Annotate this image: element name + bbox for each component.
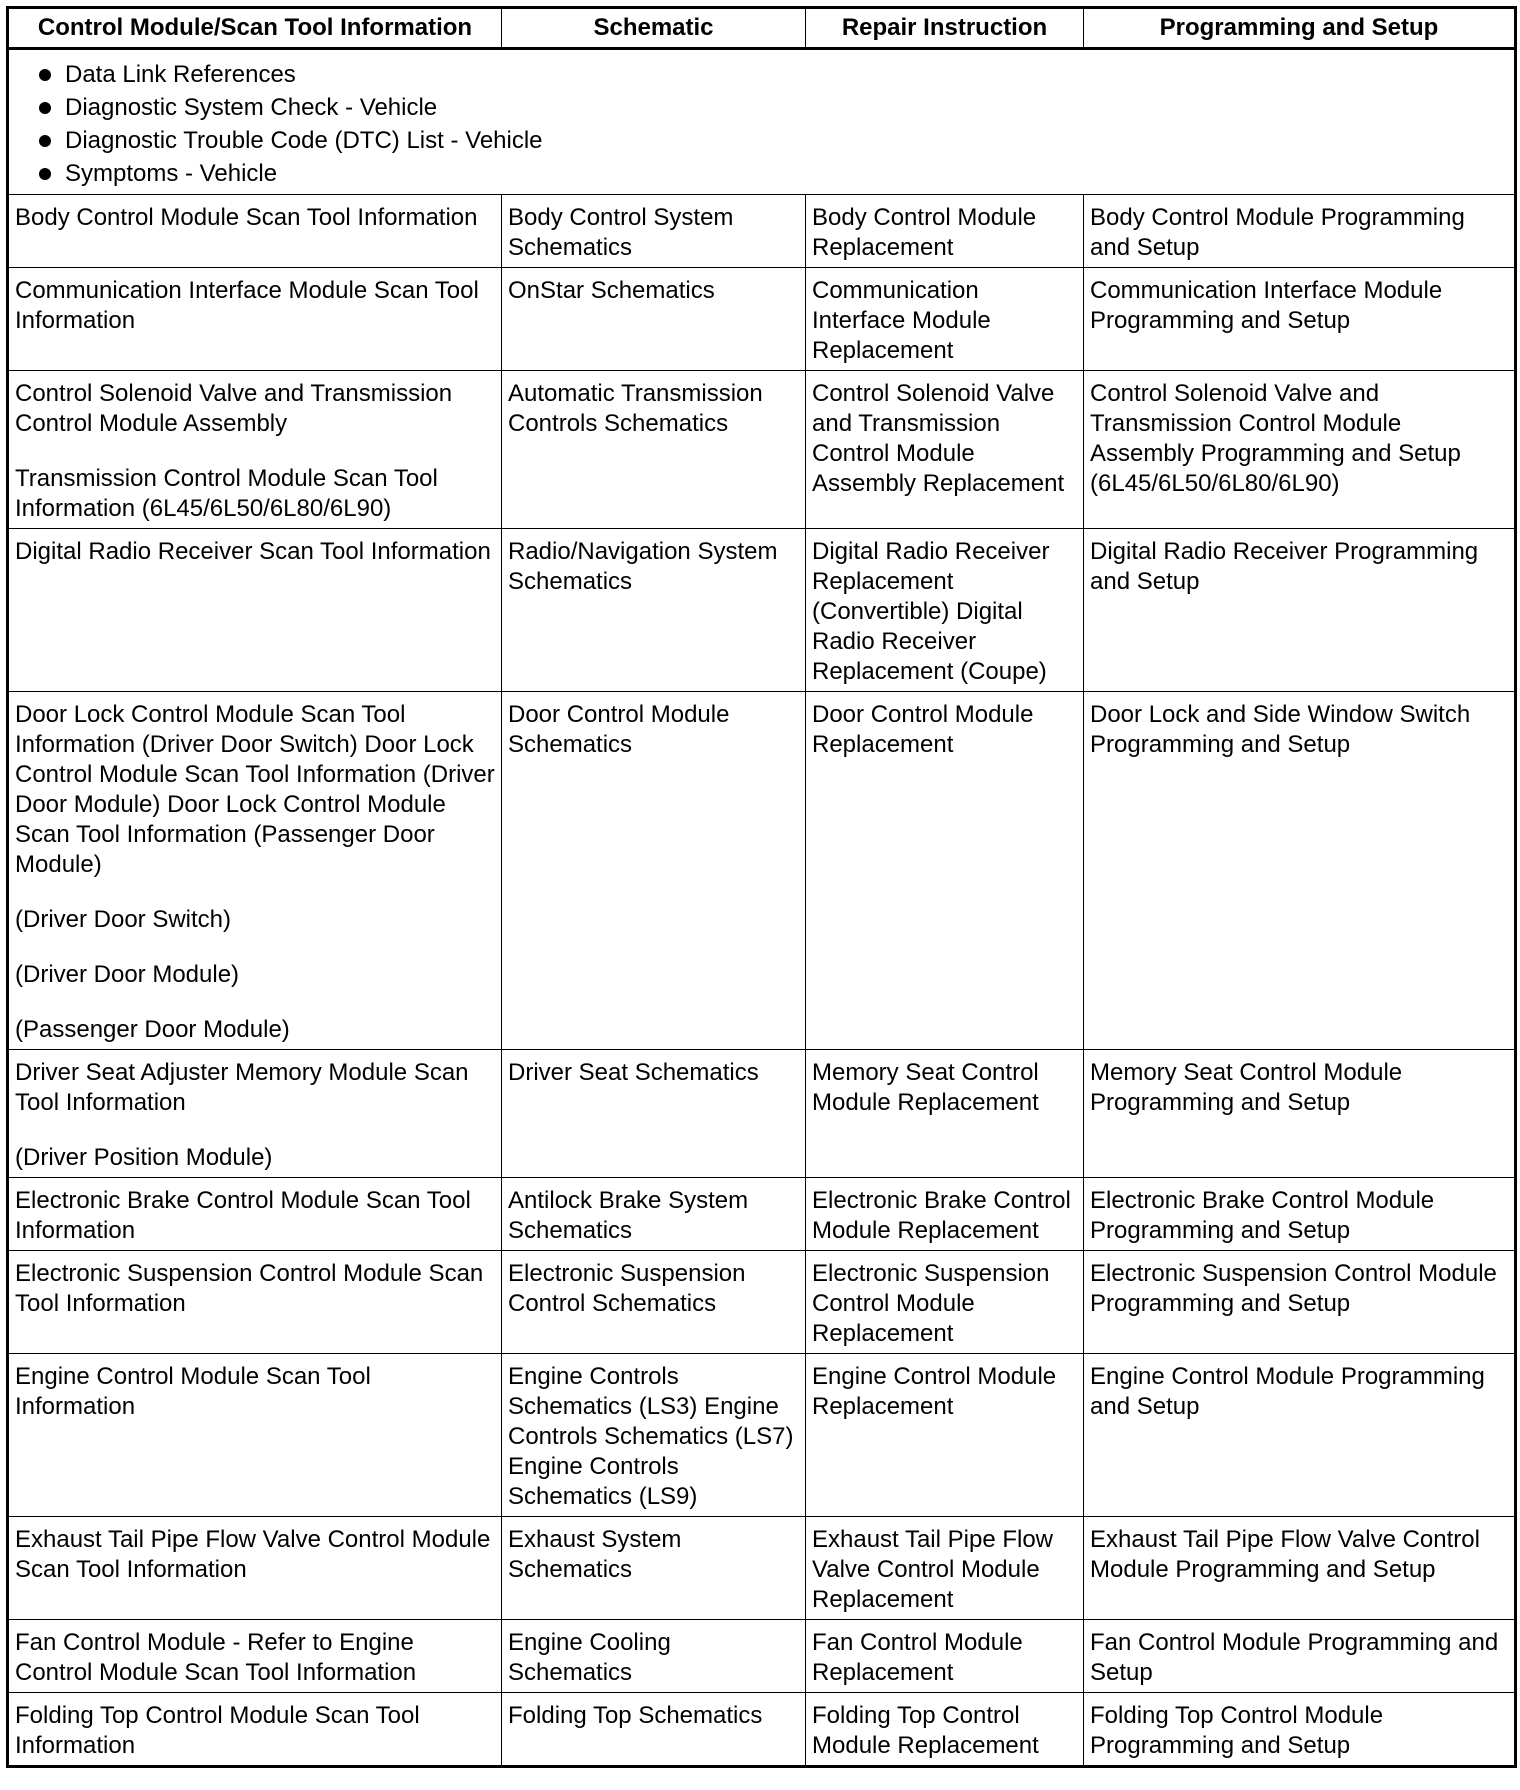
module-cell[interactable] [8,1517,502,1620]
repair-cell[interactable]: Electronic Suspension Control Module Replacement [806,1251,1084,1354]
table-row [8,1693,1516,1767]
module-cell[interactable] [8,1050,502,1178]
module-text: (Passenger Door Module) [15,1016,290,1043]
module-text: Body Control Module Scan Tool Information [15,204,478,231]
module-cell[interactable] [8,268,502,371]
module-text: Communication Interface Module Scan Tool Information [15,277,479,334]
table-row [8,692,1516,1050]
bullet-icon [39,69,51,81]
header-repair-instruction: Repair Instruction [806,8,1084,49]
reference-item[interactable]: Diagnostic System Check - Vehicle [29,91,1508,124]
table-row [8,195,1516,268]
module-text: (Driver Door Switch) [15,906,232,933]
programming-cell[interactable]: Electronic Brake Control Module Programming and Setup [1084,1178,1516,1251]
schematic-cell[interactable]: Automatic Transmission Controls Schematics [502,371,806,529]
reference-item[interactable]: Data Link References [29,58,1508,91]
repair-cell[interactable]: Folding Top Control Module Replacement [806,1693,1084,1767]
reference-list [29,58,1508,190]
bullet-icon [39,135,51,147]
schematic-cell[interactable]: Electronic Suspension Control Schematics [502,1251,806,1354]
programming-cell[interactable]: Exhaust Tail Pipe Flow Valve Control Module Programming and Setup [1084,1517,1516,1620]
table-row [8,1251,1516,1354]
header-control-module: Control Module/Scan Tool Information [8,8,502,49]
module-info-table [6,6,1517,1768]
references-cell [8,49,1516,195]
schematic-cell[interactable]: Engine Cooling Schematics [502,1620,806,1693]
schematic-cell[interactable]: Body Control System Schematics [502,195,806,268]
table-row [8,1050,1516,1178]
bullet-icon [39,102,51,114]
repair-cell[interactable]: Engine Control Module Replacement [806,1354,1084,1517]
repair-cell[interactable]: Electronic Brake Control Module Replacement [806,1178,1084,1251]
schematic-cell[interactable]: Exhaust System Schematics [502,1517,806,1620]
programming-cell[interactable]: Folding Top Control Module Programming and Setup [1084,1693,1516,1767]
module-text: Exhaust Tail Pipe Flow Valve Control Module Scan Tool Information [15,1526,491,1583]
table-row [8,1620,1516,1693]
repair-cell[interactable]: Digital Radio Receiver Replacement (Convertible) Digital Radio Receiver Replacement (Coupe) [806,529,1084,692]
repair-cell[interactable]: Door Control Module Replacement [806,692,1084,1050]
module-text: Fan Control Module - Refer to Engine Control Module Scan Tool Information [15,1629,417,1686]
repair-cell[interactable]: Control Solenoid Valve and Transmission Control Module Assembly Replacement [806,371,1084,529]
table-row [8,529,1516,692]
repair-cell[interactable]: Fan Control Module Replacement [806,1620,1084,1693]
schematic-cell[interactable]: Folding Top Schematics [502,1693,806,1767]
reference-item[interactable]: Diagnostic Trouble Code (DTC) List - Vehicle [29,124,1508,157]
module-text: (Driver Door Module) [15,961,240,988]
programming-cell[interactable]: Control Solenoid Valve and Transmission Control Module Assembly Programming and Setup (6L45/6L50/6L80/6L90) [1084,371,1516,529]
module-cell[interactable] [8,692,502,1050]
module-cell[interactable] [8,1354,502,1517]
programming-cell[interactable]: Door Lock and Side Window Switch Programming and Setup [1084,692,1516,1050]
module-cell[interactable] [8,1620,502,1693]
module-text: (Driver Position Module) [15,1144,273,1171]
table-row [8,1354,1516,1517]
programming-cell[interactable]: Body Control Module Programming and Setup [1084,195,1516,268]
reference-item[interactable]: Symptoms - Vehicle [29,157,1508,190]
module-cell[interactable] [8,1693,502,1767]
table-row [8,1517,1516,1620]
module-text: Driver Seat Adjuster Memory Module Scan Tool Information [15,1059,469,1116]
table-row [8,1178,1516,1251]
repair-cell[interactable]: Memory Seat Control Module Replacement [806,1050,1084,1178]
module-cell[interactable] [8,1251,502,1354]
schematic-cell[interactable]: Antilock Brake System Schematics [502,1178,806,1251]
table-row [8,268,1516,371]
header-programming-setup: Programming and Setup [1084,8,1516,49]
programming-cell[interactable]: Communication Interface Module Programming and Setup [1084,268,1516,371]
module-text: Transmission Control Module Scan Tool Information (6L45/6L50/6L80/6L90) [15,465,438,522]
module-text: Door Lock Control Module Scan Tool Information (Driver Door Switch) Door Lock Control Module Scan Tool Information (Driver Door Module) Door Lock Control Module Scan Tool Information (Passenger Door Module) [15,701,495,878]
repair-cell[interactable]: Communication Interface Module Replacement [806,268,1084,371]
module-cell[interactable] [8,371,502,529]
repair-cell[interactable]: Exhaust Tail Pipe Flow Valve Control Module Replacement [806,1517,1084,1620]
programming-cell[interactable]: Digital Radio Receiver Programming and Setup [1084,529,1516,692]
schematic-cell[interactable]: OnStar Schematics [502,268,806,371]
module-text: Engine Control Module Scan Tool Information [15,1363,371,1420]
module-cell[interactable] [8,195,502,268]
schematic-cell[interactable]: Door Control Module Schematics [502,692,806,1050]
programming-cell[interactable]: Electronic Suspension Control Module Programming and Setup [1084,1251,1516,1354]
programming-cell[interactable]: Engine Control Module Programming and Setup [1084,1354,1516,1517]
schematic-cell[interactable]: Driver Seat Schematics [502,1050,806,1178]
table-body [8,195,1516,1767]
bullet-icon [39,168,51,180]
module-text: Electronic Suspension Control Module Scan Tool Information [15,1260,484,1317]
module-cell[interactable] [8,529,502,692]
module-text: Digital Radio Receiver Scan Tool Information [15,538,491,565]
repair-cell[interactable]: Body Control Module Replacement [806,195,1084,268]
module-text: Electronic Brake Control Module Scan Tool Information [15,1187,471,1244]
references-row [8,49,1516,195]
header-schematic: Schematic [502,8,806,49]
table-row [8,371,1516,529]
schematic-cell[interactable]: Engine Controls Schematics (LS3) Engine Controls Schematics (LS7) Engine Controls Schematics (LS9) [502,1354,806,1517]
programming-cell[interactable]: Fan Control Module Programming and Setup [1084,1620,1516,1693]
schematic-cell[interactable]: Radio/Navigation System Schematics [502,529,806,692]
programming-cell[interactable]: Memory Seat Control Module Programming and Setup [1084,1050,1516,1178]
module-text: Control Solenoid Valve and Transmission Control Module Assembly [15,380,453,437]
module-cell[interactable] [8,1178,502,1251]
header-row [8,8,1516,49]
document [6,6,1514,1768]
module-text: Folding Top Control Module Scan Tool Information [15,1702,420,1759]
